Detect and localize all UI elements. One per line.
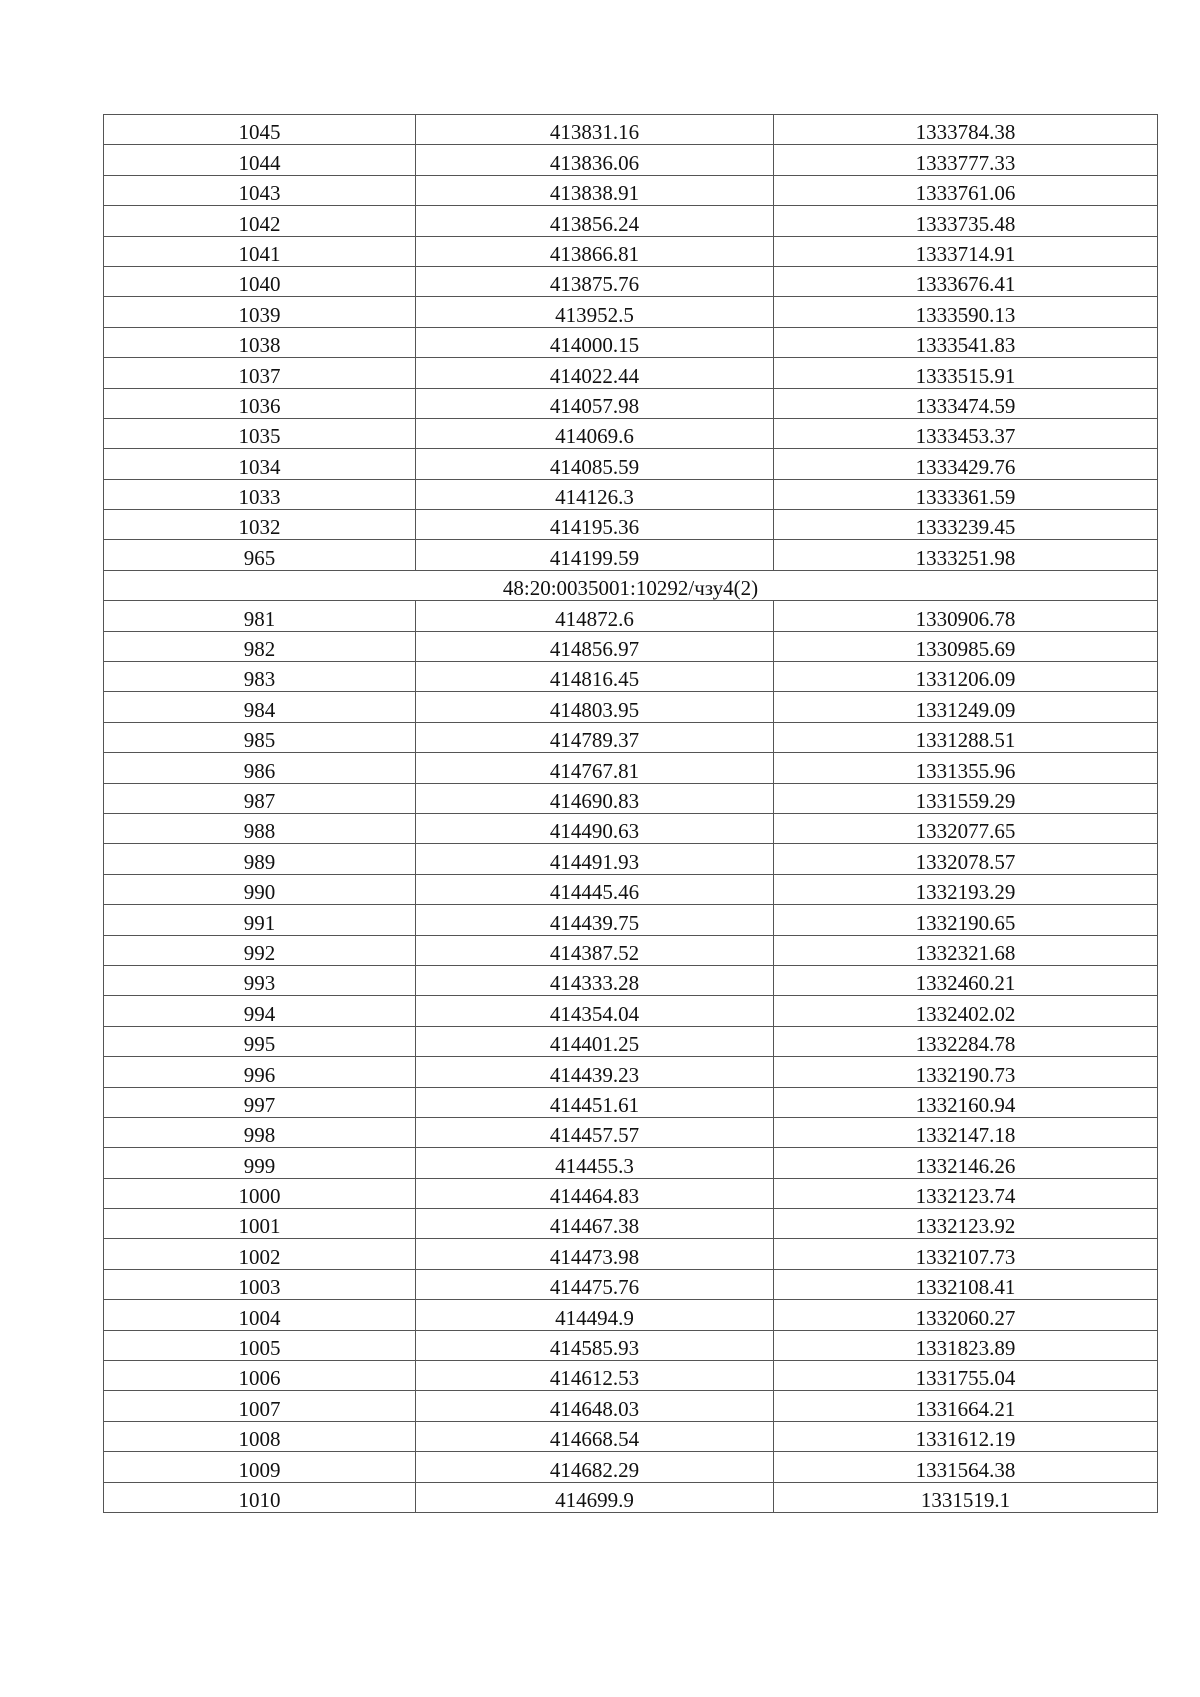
table-row <box>104 1421 1158 1451</box>
y-coordinate-cell: 1331559.29 <box>774 783 1158 813</box>
y-coordinate-cell: 1333784.38 <box>774 115 1158 145</box>
y-coordinate-cell: 1333714.91 <box>774 236 1158 266</box>
x-coordinate-cell: 414648.03 <box>416 1391 774 1421</box>
x-coordinate-cell: 414401.25 <box>416 1026 774 1056</box>
table-row <box>104 1239 1158 1269</box>
y-coordinate-cell: 1331823.89 <box>774 1330 1158 1360</box>
table-row <box>104 1269 1158 1299</box>
x-coordinate-cell: 414473.98 <box>416 1239 774 1269</box>
table-row <box>104 266 1158 296</box>
point-number-cell: 991 <box>104 905 416 935</box>
table-row <box>104 1148 1158 1178</box>
point-number-cell: 1000 <box>104 1178 416 1208</box>
y-coordinate-cell: 1330985.69 <box>774 631 1158 661</box>
y-coordinate-cell: 1332147.18 <box>774 1117 1158 1147</box>
table-row <box>104 935 1158 965</box>
x-coordinate-cell: 414803.95 <box>416 692 774 722</box>
table-row <box>104 692 1158 722</box>
x-coordinate-cell: 413952.5 <box>416 297 774 327</box>
point-number-cell: 1002 <box>104 1239 416 1269</box>
table-row <box>104 175 1158 205</box>
table-row <box>104 1391 1158 1421</box>
y-coordinate-cell: 1332460.21 <box>774 965 1158 995</box>
x-coordinate-cell: 414439.23 <box>416 1057 774 1087</box>
point-number-cell: 981 <box>104 601 416 631</box>
y-coordinate-cell: 1332060.27 <box>774 1300 1158 1330</box>
table-row <box>104 874 1158 904</box>
y-coordinate-cell: 1331755.04 <box>774 1361 1158 1391</box>
y-coordinate-cell: 1331664.21 <box>774 1391 1158 1421</box>
point-number-cell: 986 <box>104 753 416 783</box>
table-row <box>104 844 1158 874</box>
x-coordinate-cell: 414199.59 <box>416 540 774 570</box>
x-coordinate-cell: 414195.36 <box>416 510 774 540</box>
table-row <box>104 753 1158 783</box>
table-row <box>104 327 1158 357</box>
table-row <box>104 1452 1158 1482</box>
x-coordinate-cell: 414069.6 <box>416 418 774 448</box>
point-number-cell: 990 <box>104 874 416 904</box>
table-row <box>104 1482 1158 1512</box>
y-coordinate-cell: 1331206.09 <box>774 662 1158 692</box>
y-coordinate-cell: 1333777.33 <box>774 145 1158 175</box>
point-number-cell: 999 <box>104 1148 416 1178</box>
table-row <box>104 1361 1158 1391</box>
x-coordinate-cell: 414789.37 <box>416 722 774 752</box>
table-row <box>104 996 1158 1026</box>
y-coordinate-cell: 1332123.74 <box>774 1178 1158 1208</box>
table-row <box>104 145 1158 175</box>
x-coordinate-cell: 414057.98 <box>416 388 774 418</box>
y-coordinate-cell: 1333541.83 <box>774 327 1158 357</box>
coordinates-table <box>103 114 1158 1513</box>
y-coordinate-cell: 1331519.1 <box>774 1482 1158 1512</box>
point-number-cell: 1006 <box>104 1361 416 1391</box>
point-number-cell: 1039 <box>104 297 416 327</box>
x-coordinate-cell: 414387.52 <box>416 935 774 965</box>
table-row <box>104 449 1158 479</box>
y-coordinate-cell: 1332123.92 <box>774 1209 1158 1239</box>
x-coordinate-cell: 414445.46 <box>416 874 774 904</box>
point-number-cell: 1007 <box>104 1391 416 1421</box>
x-coordinate-cell: 414475.76 <box>416 1269 774 1299</box>
y-coordinate-cell: 1333515.91 <box>774 358 1158 388</box>
x-coordinate-cell: 414000.15 <box>416 327 774 357</box>
table-row <box>104 1117 1158 1147</box>
x-coordinate-cell: 414612.53 <box>416 1361 774 1391</box>
y-coordinate-cell: 1332107.73 <box>774 1239 1158 1269</box>
table-row <box>104 418 1158 448</box>
x-coordinate-cell: 414467.38 <box>416 1209 774 1239</box>
x-coordinate-cell: 413831.16 <box>416 115 774 145</box>
y-coordinate-cell: 1333239.45 <box>774 510 1158 540</box>
y-coordinate-cell: 1333676.41 <box>774 266 1158 296</box>
table-body <box>104 115 1158 1513</box>
y-coordinate-cell: 1331612.19 <box>774 1421 1158 1451</box>
x-coordinate-cell: 413866.81 <box>416 236 774 266</box>
section-heading-row <box>104 570 1158 600</box>
x-coordinate-cell: 414491.93 <box>416 844 774 874</box>
point-number-cell: 1036 <box>104 388 416 418</box>
x-coordinate-cell: 413836.06 <box>416 145 774 175</box>
x-coordinate-cell: 413838.91 <box>416 175 774 205</box>
y-coordinate-cell: 1333453.37 <box>774 418 1158 448</box>
y-coordinate-cell: 1333429.76 <box>774 449 1158 479</box>
point-number-cell: 1045 <box>104 115 416 145</box>
y-coordinate-cell: 1332108.41 <box>774 1269 1158 1299</box>
x-coordinate-cell: 414856.97 <box>416 631 774 661</box>
x-coordinate-cell: 414354.04 <box>416 996 774 1026</box>
point-number-cell: 1042 <box>104 206 416 236</box>
point-number-cell: 965 <box>104 540 416 570</box>
x-coordinate-cell: 414126.3 <box>416 479 774 509</box>
point-number-cell: 1033 <box>104 479 416 509</box>
y-coordinate-cell: 1332160.94 <box>774 1087 1158 1117</box>
point-number-cell: 1040 <box>104 266 416 296</box>
point-number-cell: 1043 <box>104 175 416 205</box>
table-row <box>104 631 1158 661</box>
y-coordinate-cell: 1332146.26 <box>774 1148 1158 1178</box>
x-coordinate-cell: 414455.3 <box>416 1148 774 1178</box>
point-number-cell: 996 <box>104 1057 416 1087</box>
table-row <box>104 479 1158 509</box>
y-coordinate-cell: 1333590.13 <box>774 297 1158 327</box>
x-coordinate-cell: 414451.61 <box>416 1087 774 1117</box>
y-coordinate-cell: 1332193.29 <box>774 874 1158 904</box>
x-coordinate-cell: 414022.44 <box>416 358 774 388</box>
point-number-cell: 1041 <box>104 236 416 266</box>
table-row <box>104 783 1158 813</box>
table-row <box>104 1178 1158 1208</box>
x-coordinate-cell: 414457.57 <box>416 1117 774 1147</box>
point-number-cell: 1010 <box>104 1482 416 1512</box>
x-coordinate-cell: 414682.29 <box>416 1452 774 1482</box>
x-coordinate-cell: 414439.75 <box>416 905 774 935</box>
point-number-cell: 1032 <box>104 510 416 540</box>
table-row <box>104 206 1158 236</box>
point-number-cell: 1044 <box>104 145 416 175</box>
point-number-cell: 998 <box>104 1117 416 1147</box>
point-number-cell: 994 <box>104 996 416 1026</box>
x-coordinate-cell: 414585.93 <box>416 1330 774 1360</box>
table-row <box>104 297 1158 327</box>
point-number-cell: 988 <box>104 813 416 843</box>
y-coordinate-cell: 1333735.48 <box>774 206 1158 236</box>
y-coordinate-cell: 1331355.96 <box>774 753 1158 783</box>
point-number-cell: 989 <box>104 844 416 874</box>
x-coordinate-cell: 414085.59 <box>416 449 774 479</box>
point-number-cell: 1035 <box>104 418 416 448</box>
point-number-cell: 983 <box>104 662 416 692</box>
point-number-cell: 1034 <box>104 449 416 479</box>
x-coordinate-cell: 414767.81 <box>416 753 774 783</box>
y-coordinate-cell: 1331288.51 <box>774 722 1158 752</box>
point-number-cell: 982 <box>104 631 416 661</box>
table-row <box>104 1300 1158 1330</box>
y-coordinate-cell: 1333361.59 <box>774 479 1158 509</box>
point-number-cell: 1005 <box>104 1330 416 1360</box>
y-coordinate-cell: 1332190.65 <box>774 905 1158 935</box>
y-coordinate-cell: 1331564.38 <box>774 1452 1158 1482</box>
table-row <box>104 813 1158 843</box>
table-row <box>104 662 1158 692</box>
table-row <box>104 388 1158 418</box>
table-row <box>104 510 1158 540</box>
point-number-cell: 987 <box>104 783 416 813</box>
point-number-cell: 1009 <box>104 1452 416 1482</box>
y-coordinate-cell: 1331249.09 <box>774 692 1158 722</box>
y-coordinate-cell: 1333474.59 <box>774 388 1158 418</box>
point-number-cell: 1008 <box>104 1421 416 1451</box>
y-coordinate-cell: 1332190.73 <box>774 1057 1158 1087</box>
table-row <box>104 358 1158 388</box>
point-number-cell: 985 <box>104 722 416 752</box>
point-number-cell: 1001 <box>104 1209 416 1239</box>
table-row <box>104 1330 1158 1360</box>
y-coordinate-cell: 1332077.65 <box>774 813 1158 843</box>
point-number-cell: 1003 <box>104 1269 416 1299</box>
y-coordinate-cell: 1332402.02 <box>774 996 1158 1026</box>
section-heading: 48:20:0035001:10292/чзу4(2) <box>104 570 1158 600</box>
x-coordinate-cell: 414464.83 <box>416 1178 774 1208</box>
x-coordinate-cell: 414668.54 <box>416 1421 774 1451</box>
table-row <box>104 722 1158 752</box>
y-coordinate-cell: 1330906.78 <box>774 601 1158 631</box>
y-coordinate-cell: 1332284.78 <box>774 1026 1158 1056</box>
point-number-cell: 995 <box>104 1026 416 1056</box>
x-coordinate-cell: 414490.63 <box>416 813 774 843</box>
table-row <box>104 236 1158 266</box>
x-coordinate-cell: 414494.9 <box>416 1300 774 1330</box>
point-number-cell: 997 <box>104 1087 416 1117</box>
point-number-cell: 993 <box>104 965 416 995</box>
x-coordinate-cell: 414872.6 <box>416 601 774 631</box>
x-coordinate-cell: 413875.76 <box>416 266 774 296</box>
table-row <box>104 115 1158 145</box>
x-coordinate-cell: 413856.24 <box>416 206 774 236</box>
y-coordinate-cell: 1333761.06 <box>774 175 1158 205</box>
point-number-cell: 984 <box>104 692 416 722</box>
x-coordinate-cell: 414690.83 <box>416 783 774 813</box>
x-coordinate-cell: 414333.28 <box>416 965 774 995</box>
table-row <box>104 1026 1158 1056</box>
point-number-cell: 1037 <box>104 358 416 388</box>
y-coordinate-cell: 1333251.98 <box>774 540 1158 570</box>
table-row <box>104 1057 1158 1087</box>
y-coordinate-cell: 1332078.57 <box>774 844 1158 874</box>
table-row <box>104 1209 1158 1239</box>
table-row <box>104 601 1158 631</box>
x-coordinate-cell: 414816.45 <box>416 662 774 692</box>
x-coordinate-cell: 414699.9 <box>416 1482 774 1512</box>
table-row <box>104 540 1158 570</box>
point-number-cell: 992 <box>104 935 416 965</box>
point-number-cell: 1038 <box>104 327 416 357</box>
table-row <box>104 965 1158 995</box>
table-row <box>104 905 1158 935</box>
point-number-cell: 1004 <box>104 1300 416 1330</box>
y-coordinate-cell: 1332321.68 <box>774 935 1158 965</box>
table-row <box>104 1087 1158 1117</box>
